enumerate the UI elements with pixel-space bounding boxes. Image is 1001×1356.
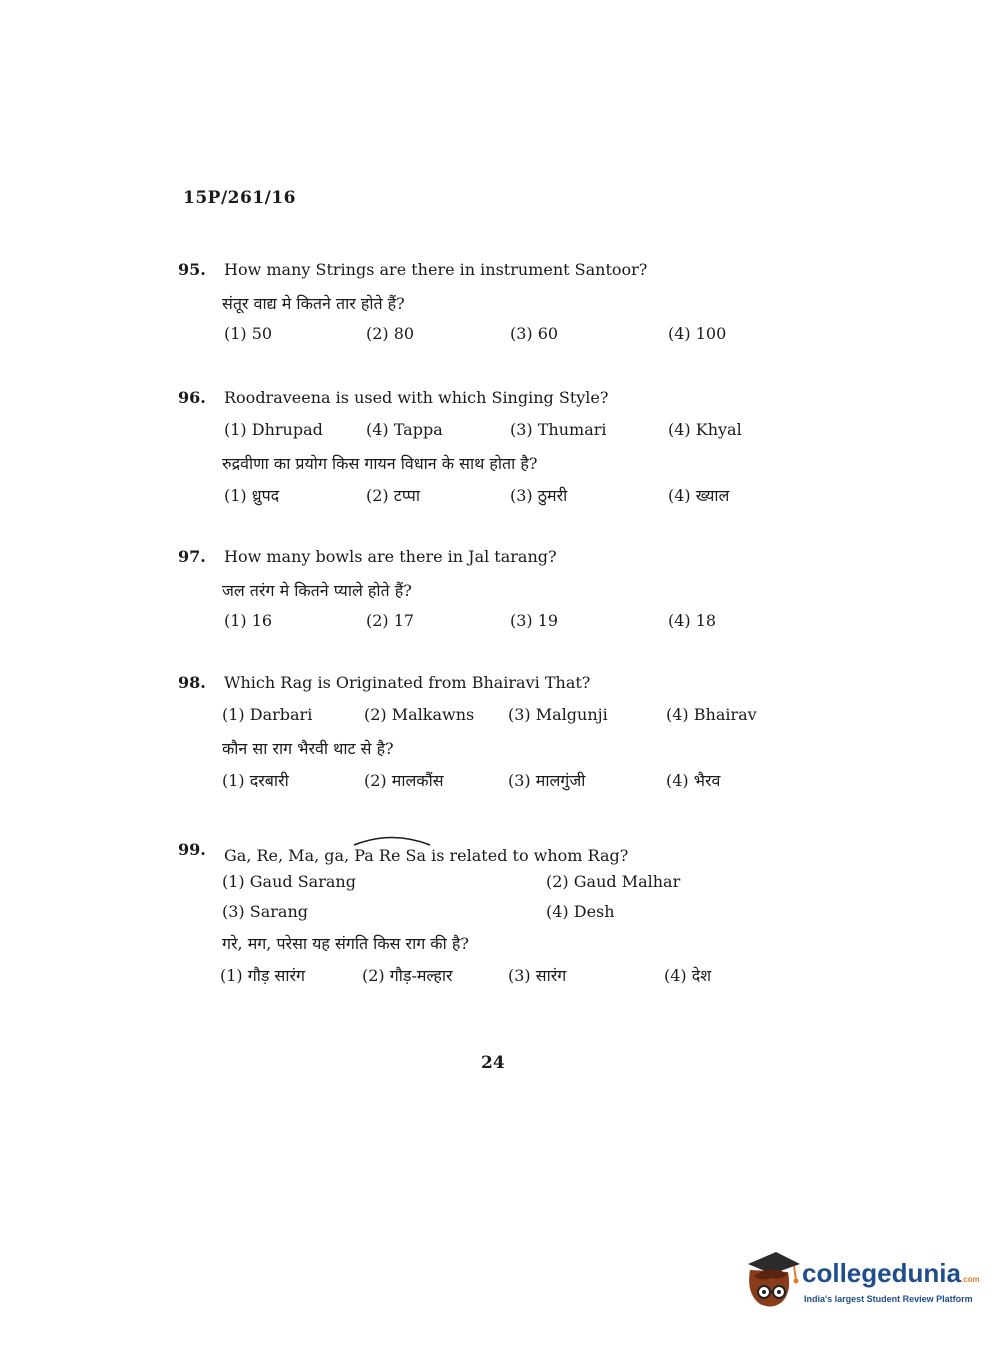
- question-text-pre: Ga, Re, Ma, ga,: [224, 846, 350, 865]
- option-1: (1) 50: [224, 324, 273, 343]
- paper-code: 15P/261/16: [183, 188, 297, 208]
- question-text-post: is related to whom Rag?: [431, 846, 629, 865]
- question-text-en: How many Strings are there in instrument Santoor?: [224, 260, 648, 279]
- question-text-hi: जल तरंग मे कितने प्याले होते हैं?: [222, 581, 412, 600]
- option-en-4: (4) Bhairav: [666, 705, 757, 724]
- option-en-3: (3) Thumari: [510, 420, 607, 439]
- question-number: 98.: [178, 673, 206, 692]
- logo-name: collegedunia: [802, 1258, 961, 1288]
- option-4: (4) 100: [668, 324, 727, 343]
- question-97: [178, 547, 798, 643]
- mascot-icon: [742, 1250, 802, 1314]
- logo-suffix: .com: [960, 1275, 980, 1284]
- option-hi-2: (2) गौड़-मल्हार: [362, 966, 453, 985]
- question-98: [178, 673, 798, 801]
- option-2: (2) 80: [366, 324, 415, 343]
- option-en-1: (1) Gaud Sarang: [222, 872, 356, 891]
- arc-notation-text: Pa Re Sa: [354, 846, 427, 865]
- question-text-hi: गरे, मग, परेसा यह संगति किस राग की है?: [222, 934, 469, 953]
- logo-tagline: India's largest Student Review Platform: [804, 1294, 973, 1304]
- option-hi-4: (4) भैरव: [666, 771, 721, 790]
- question-number: 97.: [178, 547, 206, 566]
- option-en-4: (4) Khyal: [668, 420, 742, 439]
- arc-notation: [354, 840, 426, 865]
- question-text-hi: कौन सा राग भैरवी थाट से है?: [222, 739, 394, 758]
- option-4: (4) 18: [668, 611, 717, 630]
- option-hi-1: (1) गौड़ सारंग: [220, 966, 306, 985]
- option-hi-1: (1) ध्रुपद: [224, 486, 280, 505]
- question-number: 95.: [178, 260, 206, 279]
- question-number: 96.: [178, 388, 206, 407]
- arc-mark: [352, 834, 432, 846]
- question-text-en: Which Rag is Originated from Bhairavi That?: [224, 673, 591, 692]
- collegedunia-logo: [742, 1250, 980, 1320]
- question-99: [178, 836, 798, 996]
- question-text-en: [224, 840, 628, 865]
- option-2: (2) 17: [366, 611, 415, 630]
- option-hi-4: (4) देश: [664, 966, 712, 985]
- option-en-4: (4) Desh: [546, 902, 615, 921]
- option-en-3: (3) Malgunji: [508, 705, 608, 724]
- option-en-1: (1) Darbari: [222, 705, 313, 724]
- option-en-2: (4) Tappa: [366, 420, 443, 439]
- question-text-hi: रुद्रवीणा का प्रयोग किस गायन विधान के साथ होता है?: [222, 454, 538, 473]
- option-en-1: (1) Dhrupad: [224, 420, 323, 439]
- option-hi-3: (3) ठुमरी: [510, 486, 568, 505]
- page-number: 24: [481, 1053, 505, 1073]
- question-text-en: How many bowls are there in Jal tarang?: [224, 547, 557, 566]
- option-hi-2: (2) मालकौंस: [364, 771, 444, 790]
- question-text-hi: संतूर वाद्य मे कितने तार होते हैं?: [222, 294, 405, 313]
- option-en-2: (2) Malkawns: [364, 705, 475, 724]
- option-hi-2: (2) टप्पा: [366, 486, 420, 505]
- option-hi-3: (3) सारंग: [508, 966, 567, 985]
- option-hi-1: (1) दरबारी: [222, 771, 289, 790]
- question-number: 99.: [178, 840, 206, 859]
- question-text-en: Roodraveena is used with which Singing Style?: [224, 388, 609, 407]
- option-3: (3) 19: [510, 611, 559, 630]
- option-en-3: (3) Sarang: [222, 902, 308, 921]
- option-3: (3) 60: [510, 324, 559, 343]
- question-95: [178, 260, 798, 356]
- option-1: (1) 16: [224, 611, 273, 630]
- question-96: [178, 388, 798, 516]
- option-hi-4: (4) ख्याल: [668, 486, 730, 505]
- option-en-2: (2) Gaud Malhar: [546, 872, 681, 891]
- logo-wordmark: [802, 1258, 980, 1289]
- option-hi-3: (3) मालगुंजी: [508, 771, 586, 790]
